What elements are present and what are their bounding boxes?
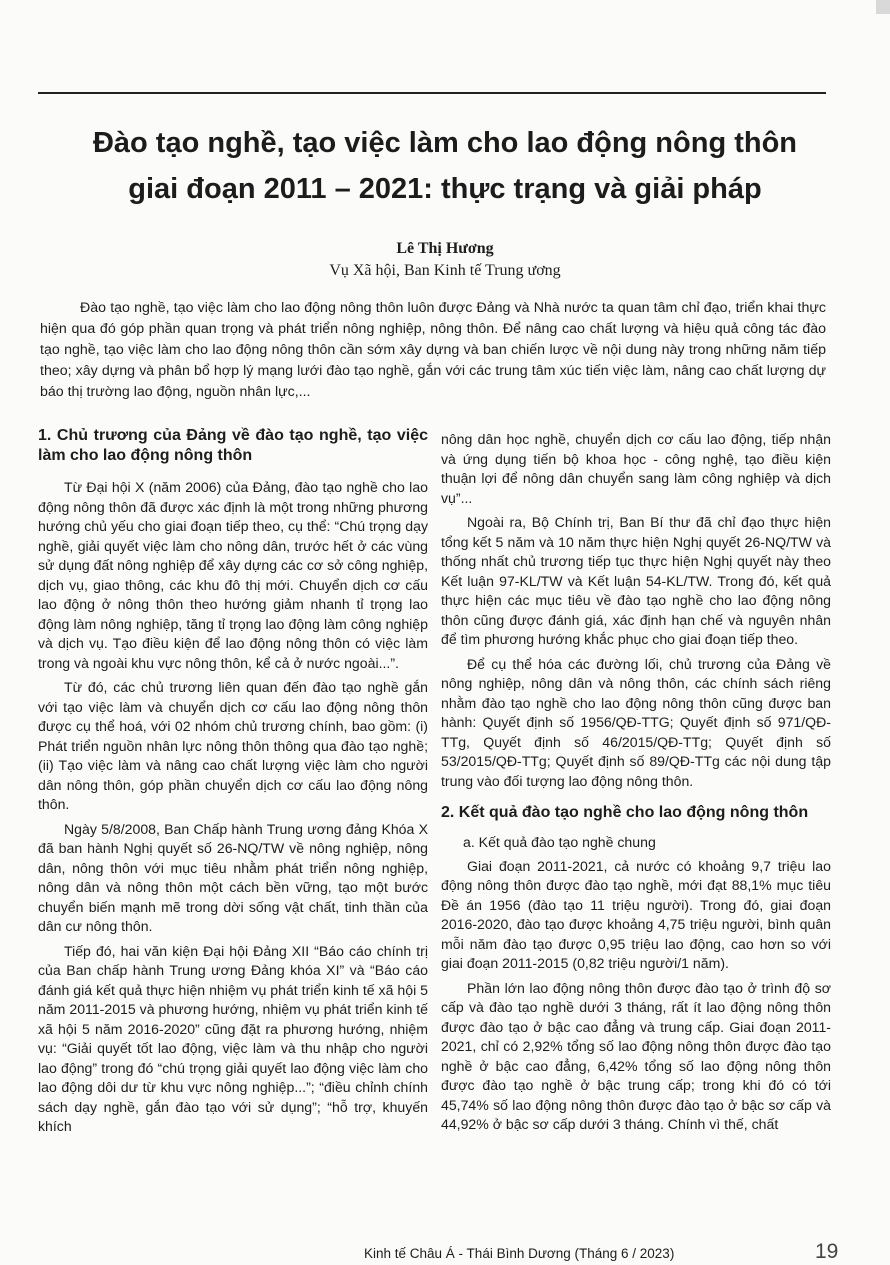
paragraph: Để cụ thể hóa các đường lối, chủ trương của Đảng về nông nghiệp, nông dân và nông thôn, các chính sách riêng nhằm đào tạo nghề cho lao động nông thôn cũng được ban hành: Quyết định số 1956/QĐ-TTG; Quyết định số 971/QĐ-TTg, Quyết định số 46/2015/QĐ-TTg; Quyết định số 53/2015/QĐ-TTg; Quyết định số 89/QĐ-TTg các nội dung tập trung vào đối tượng lao động nông thôn. [441,655,831,789]
left-column [38,426,428,1142]
author-affiliation: Vụ Xã hội, Ban Kinh tế Trung ương [329,262,561,279]
paragraph: nông dân học nghề, chuyển dịch cơ cấu lao động, tiếp nhận và ứng dụng tiến bộ khoa học - công nghệ, tạo điều kiện thuận lợi để nông dân chuyển sang làm công nghiệp và dịch vụ”... [441,431,831,506]
scan-corner [876,0,890,14]
page-number: 19 [815,1240,839,1263]
header-rule [38,92,826,94]
author-name: Lê Thị Hương [396,240,494,257]
title-line-1: Đào tạo nghề, tạo việc làm cho lao động nông thôn [92,127,798,159]
subsection-heading: a. Kết quả đào tạo nghề chung [463,834,656,850]
paragraph: Ngày 5/8/2008, Ban Chấp hành Trung ương đảng Khóa X đã ban hành Nghị quyết số 26-NQ/TW về nông nghiệp, nông dân, nông thôn với mục tiêu nhằm phát triển nông nghiệp, nông dân và nông thôn một cách bền vững, tạo một bước chuyển biến mạnh mẽ trong dời sống vật chất, tinh thần của dân cư nông thôn. [38,820,428,934]
journal-name: Kinh tế Châu Á - Thái Bình Dương (Tháng 6 / 2023) [364,1246,675,1261]
title-line-2: giai đoạn 2011 – 2021: thực trạng và giải pháp [128,173,762,205]
paragraph: Ngoài ra, Bộ Chính trị, Ban Bí thư đã chỉ đạo thực hiện tổng kết 5 năm và 10 năm thực hiện Nghị quyết 26-NQ/TW và thống nhất chủ trương tiếp tục thực hiện Nghị quyết này theo Kết luận 97-KL/TW và Kết luận 54-KL/TW. Trong đó, kết quả thực hiện các mục tiêu về đào tạo nghề cho lao động nông thôn cũng được đánh giá, xác định hạn chế và nguyên nhân để tìm phương hướng khắc phục cho giai đoạn tiếp theo. [441,514,831,647]
article-title [40,120,850,212]
paragraph: Tiếp đó, hai văn kiện Đại hội Đảng XII “Báo cáo chính trị của Ban chấp hành Trung ương Đảng khóa XI” và “Báo cáo đánh giá kết quả thực hiện nhiệm vụ phát triển kinh tế xã hội 5 năm 2011-2015 và phương hướng, nhiệm vụ phát triển kinh tế xã hội 5 năm 2016-2020” cũng đặt ra phương hướng, nhiệm vụ: “Giải quyết tốt lao động, việc làm và thu nhập cho người lao động” trong đó “chú trọng giải quyết lao động việc làm cho lao động dôi dư từ khu vực nông nghiệp...”; “điều chỉnh chính sách dạy nghề, gắn đào tạo với sử dụng”; “hỗ trợ, khuyến khích [38,942,428,1134]
section-1-heading: 1. Chủ trương của Đảng về đào tạo nghề, tạo việc làm cho lao động nông thôn [38,427,428,464]
paragraph: Giai đoạn 2011-2021, cả nước có khoảng 9,7 triệu lao động nông thôn được đào tạo nghề, mới đạt 88,1% mục tiêu Đề án 1956 (đào tạo 11 triệu người). Trong đó, giai đoạn 2016-2020, đào tạo được khoảng 4,75 triệu người, bình quân mỗi năm đào tạo được 0,95 triệu lao động, cao hơn so với giai đoạn 2011-2015 (0,82 triệu người/1 năm). [441,857,831,971]
right-column [441,430,831,1140]
abstract: Đào tạo nghề, tạo việc làm cho lao động nông thôn luôn được Đảng và Nhà nước ta quan tâm chỉ đạo, triển khai thực hiện qua đó góp phần quan trọng và phát triển nông nghiệp, nông thôn. Để nâng cao chất lượng và hiệu quả công tác đào tạo nghề, tạo việc làm cho lao động nông thôn cần sớm xây dựng và ban chiến lược về nội dung này trong những năm tiếp theo; xây dựng và phân bổ hợp lý mạng lưới đào tạo nghề, gắn với các trung tâm xúc tiến việc làm, nâng cao chất lượng dự báo thị trường lao động, nguồn nhân lực,... [40,300,826,400]
paragraph: Phần lớn lao động nông thôn được đào tạo ở trình độ sơ cấp và đào tạo nghề dưới 3 tháng, rất ít lao động nông thôn được đào tạo ở bậc cao đẳng và trung cấp. Giai đoạn 2011-2021, chỉ có 2,92% tổng số lao động nông thôn được đào tạo nghề ở bậc cao đẳng, 6,42% tổng số lao động nông thôn được đào tạo nghề ở bậc trung cấp; trong khi đó có tới 45,74% số lao động nông thôn được đào tạo ở bậc sơ cấp và 44,92% ở bậc sơ cấp dưới 3 tháng. Chính vì thế, chất [441,979,831,1132]
section-2-heading: 2. Kết quả đào tạo nghề cho lao động nông thôn [441,804,809,821]
paragraph: Từ đó, các chủ trương liên quan đến đào tạo nghề gắn với tạo việc làm và chuyển dịch cơ cấu lao động nông thôn được cụ thể hoá, với 02 nhóm chủ trương chính, bao gồm: (i) Phát triển nguồn nhân lực nông thôn thông qua đào tạo nghề; (ii) Tạo việc làm và nâng cao chất lượng việc làm cho người dân nông thôn, góp phần chuyển dịch cơ cấu lao động nông thôn. [38,679,428,812]
paragraph: Từ Đại hội X (năm 2006) của Đảng, đào tạo nghề cho lao động nông thôn đã được xác định là một trong những phương hướng chủ yếu cho giai đoạn tiếp theo, cụ thể: “Chú trọng dạy nghề, giải quyết việc làm cho nông dân, trước hết ở các vùng sử dụng đất nông nghiệp để xây dựng các cơ sở công nghiệp, dịch vụ, giao thông, các khu đô thị mới. Chuyển dịch cơ cấu lao động ở nông thôn theo hướng giảm nhanh tỉ trọng lao động làm nông nghiệp, tăng tỉ trọng lao động làm công nghiệp và dịch vụ. Tạo điều kiện để lao động nông thôn có việc làm trong và ngoài khu vực nông thôn, kể cả ở nước ngoài...”. [38,479,428,671]
